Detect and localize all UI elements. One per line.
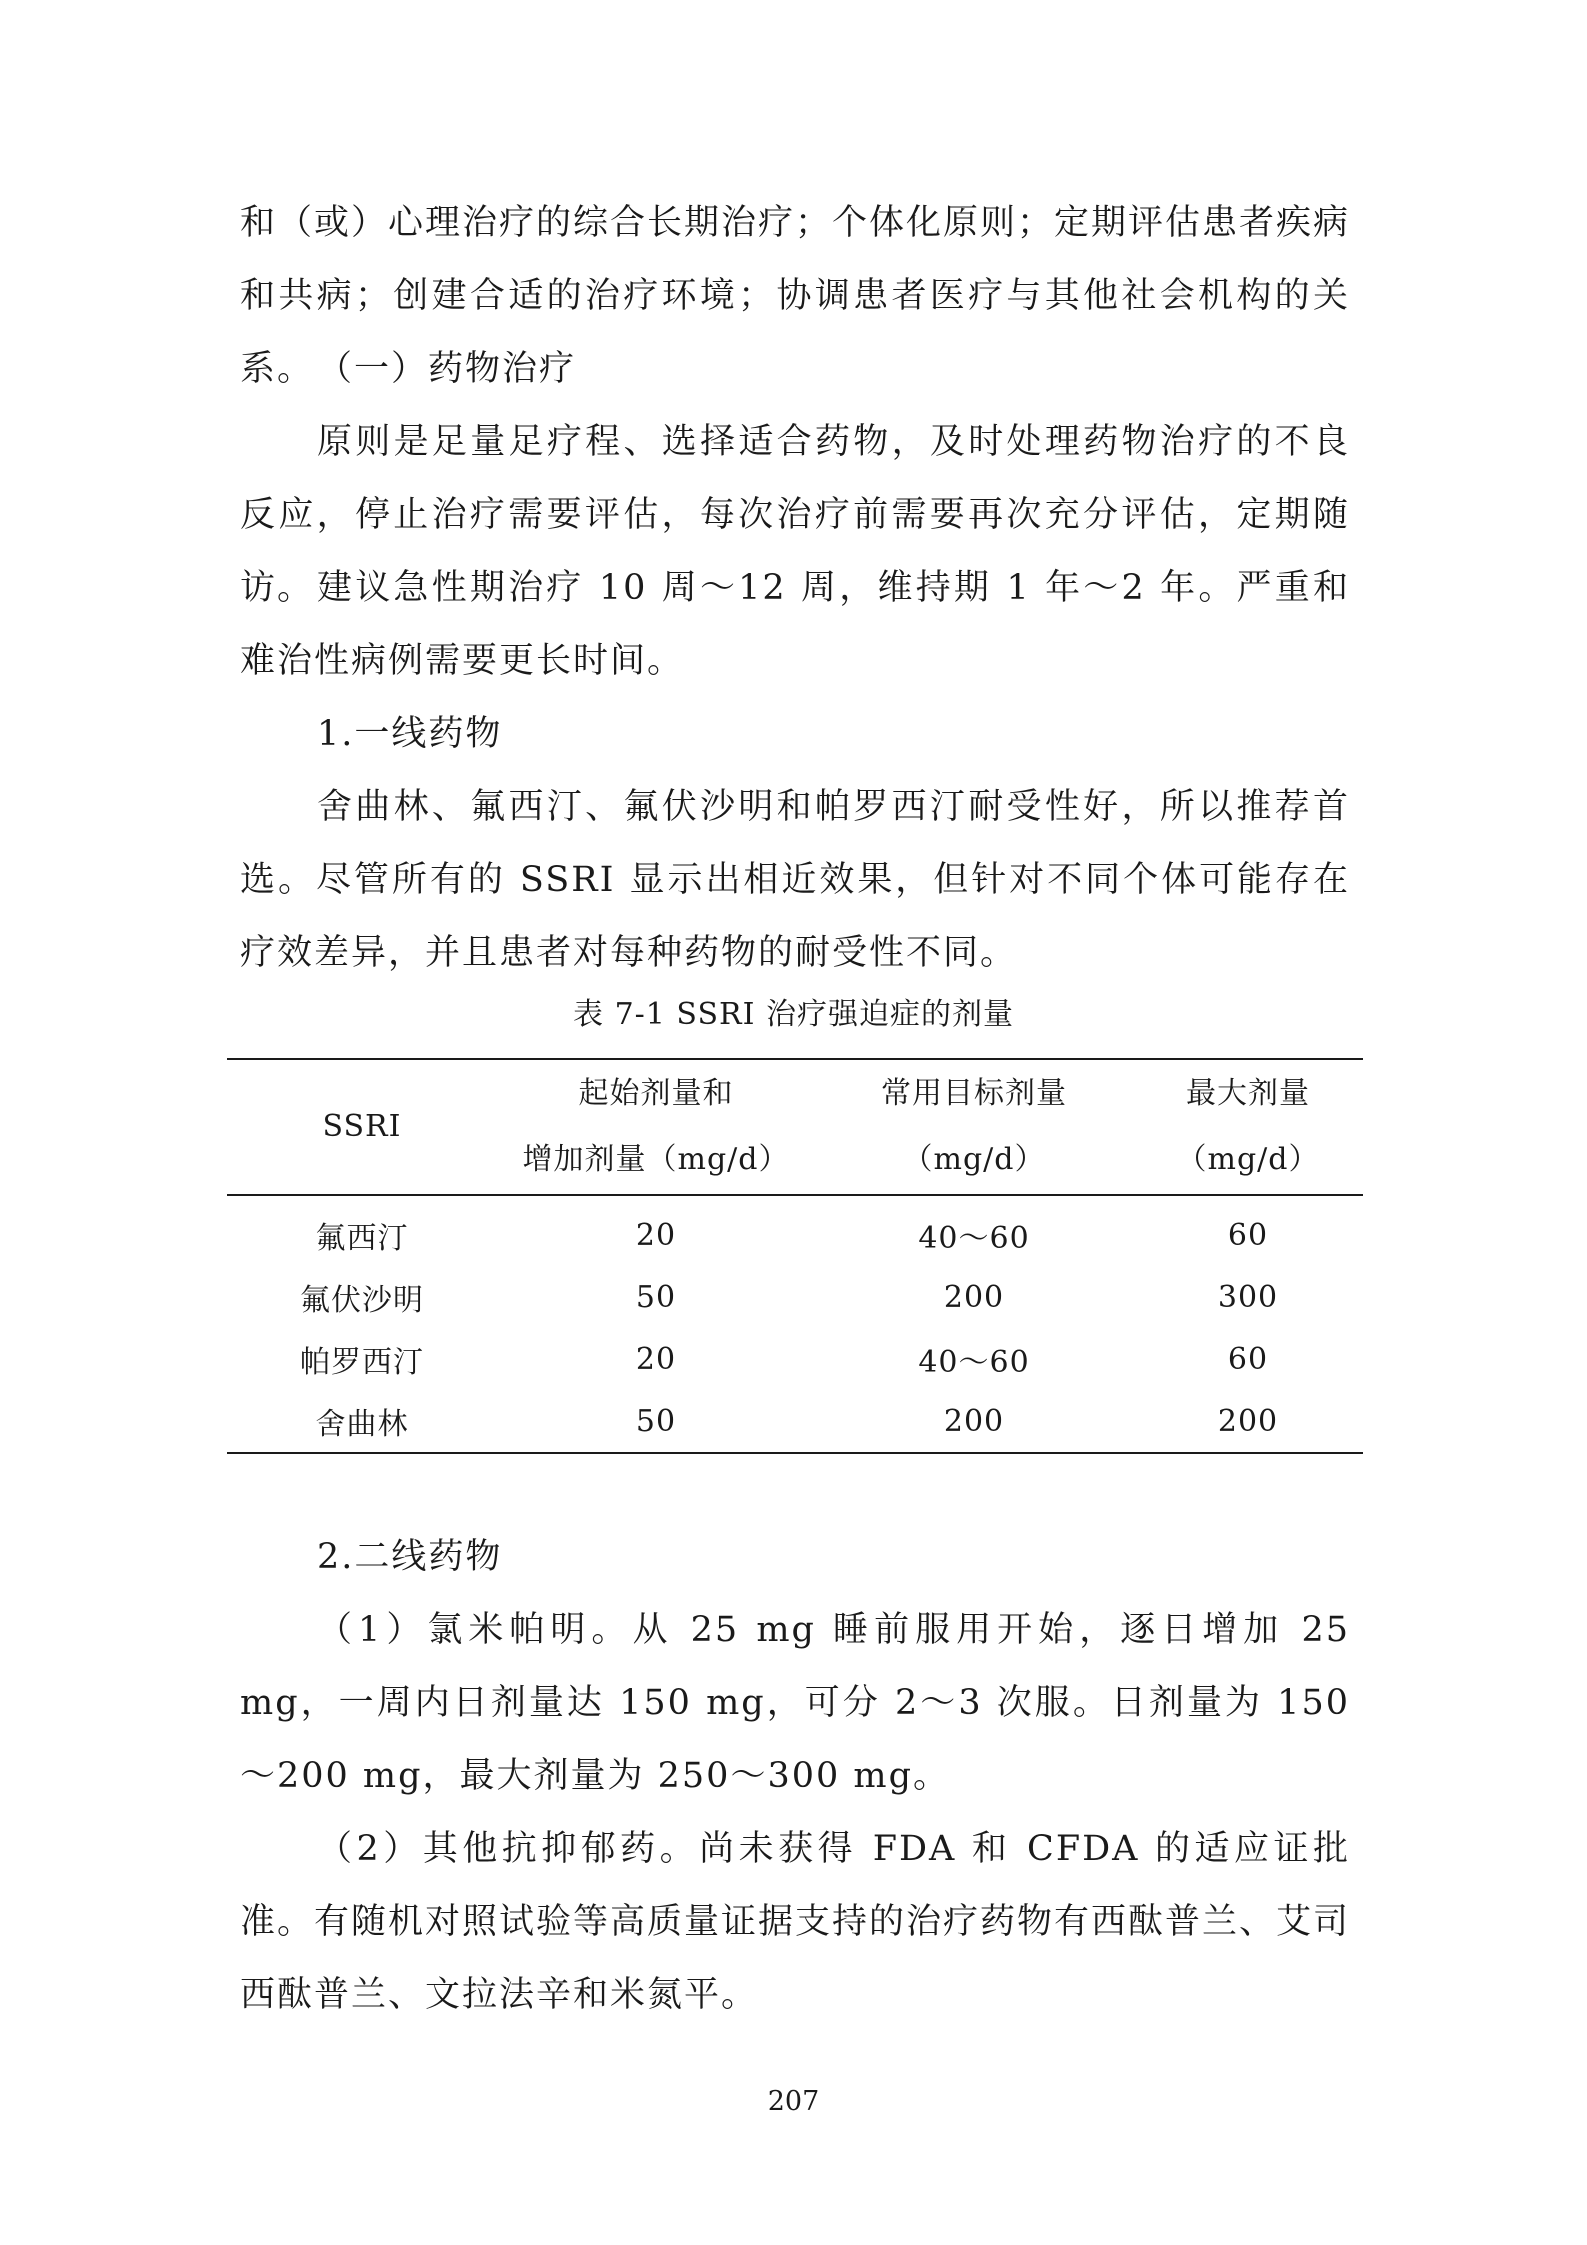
header-starting-dose: 起始剂量和 增加剂量（mg/d） bbox=[522, 1076, 790, 1177]
cell-starting-dose: 50 bbox=[635, 1279, 677, 1315]
cell-max-dose: 300 bbox=[1217, 1279, 1279, 1315]
header-max-dose: 最大剂量 （mg/d） bbox=[1176, 1076, 1320, 1177]
dosage-table-container bbox=[227, 1058, 1363, 1454]
table-caption: 表 7-1 SSRI 治疗强迫症的剂量 bbox=[573, 997, 1014, 1032]
cell-starting-dose: 20 bbox=[635, 1217, 677, 1253]
paragraph-principles: 原则是足量足疗程、选择适合药物，及时处理药物治疗的不良反应，停止治疗需要评估，每次治疗前需要再次充分评估，定期随访。 bbox=[240, 422, 1350, 608]
paragraph-duration: 建议急性期治疗 10 周～12 周，维持期 1 年～2 年。严重和难治性病例需要更长时间。 bbox=[240, 568, 1350, 681]
paragraph-first-line-drugs: 舍曲林、氟西汀、氟伏沙明和帕罗西汀耐受性好，所以推荐首选。尽管所有的 SSRI 显示出相近效果，但针对不同个体可能存在疗效差异，并且患者对每种药物的耐受性不同。 bbox=[240, 787, 1350, 973]
section-heading-drug-therapy: （一）药物治疗 bbox=[317, 349, 577, 389]
paragraph-other-antidepressants: （2）其他抗抑郁药。尚未获得 FDA 和 CFDA 的适应证批准。有随机对照试验等高质量证据支持的治疗药物有西酞普兰、艾司西酞普兰、文拉法辛和米氮平。 bbox=[240, 1829, 1351, 2015]
cell-drug-name: 帕罗西汀 bbox=[300, 1345, 424, 1380]
dosage-table bbox=[227, 1058, 1363, 1454]
header-ssri: SSRI bbox=[322, 1109, 402, 1144]
cell-starting-dose: 50 bbox=[635, 1403, 677, 1439]
table-row bbox=[227, 1328, 1363, 1390]
cell-max-dose: 60 bbox=[1227, 1217, 1269, 1253]
paragraph-clomipramine: （1）氯米帕明。从 25 mg 睡前服用开始，逐日增加 25 mg，一周内日剂量达 150 mg，可分 2～3 次服。日剂量为 150～200 mg，最大剂量为 250～300 mg。 bbox=[240, 1610, 1350, 1796]
cell-drug-name: 氟伏沙明 bbox=[300, 1283, 424, 1318]
cell-target-dose: 200 bbox=[943, 1403, 1005, 1439]
cell-max-dose: 200 bbox=[1217, 1403, 1279, 1439]
subheading-first-line: 1.一线药物 bbox=[317, 714, 503, 754]
cell-starting-dose: 20 bbox=[635, 1341, 677, 1377]
cell-drug-name: 舍曲林 bbox=[315, 1407, 409, 1442]
paragraph-intro: 和（或）心理治疗的综合长期治疗；个体化原则；定期评估患者疾病和共病；创建合适的治疗环境；协调患者医疗与其他社会机构的关系。 bbox=[240, 203, 1351, 389]
cell-target-dose: 40～60 bbox=[918, 1221, 1030, 1256]
cell-target-dose: 40～60 bbox=[918, 1345, 1030, 1380]
table-row bbox=[227, 1266, 1363, 1328]
cell-max-dose: 60 bbox=[1227, 1341, 1269, 1377]
subheading-second-line: 2.二线药物 bbox=[317, 1537, 503, 1577]
page-number: 207 bbox=[767, 2086, 820, 2117]
cell-drug-name: 氟西汀 bbox=[315, 1221, 409, 1256]
header-target-dose: 常用目标剂量 （mg/d） bbox=[881, 1076, 1067, 1177]
cell-target-dose: 200 bbox=[943, 1279, 1005, 1315]
table-row bbox=[227, 1204, 1363, 1266]
table-header-row bbox=[227, 1059, 1363, 1195]
table-row bbox=[227, 1390, 1363, 1453]
